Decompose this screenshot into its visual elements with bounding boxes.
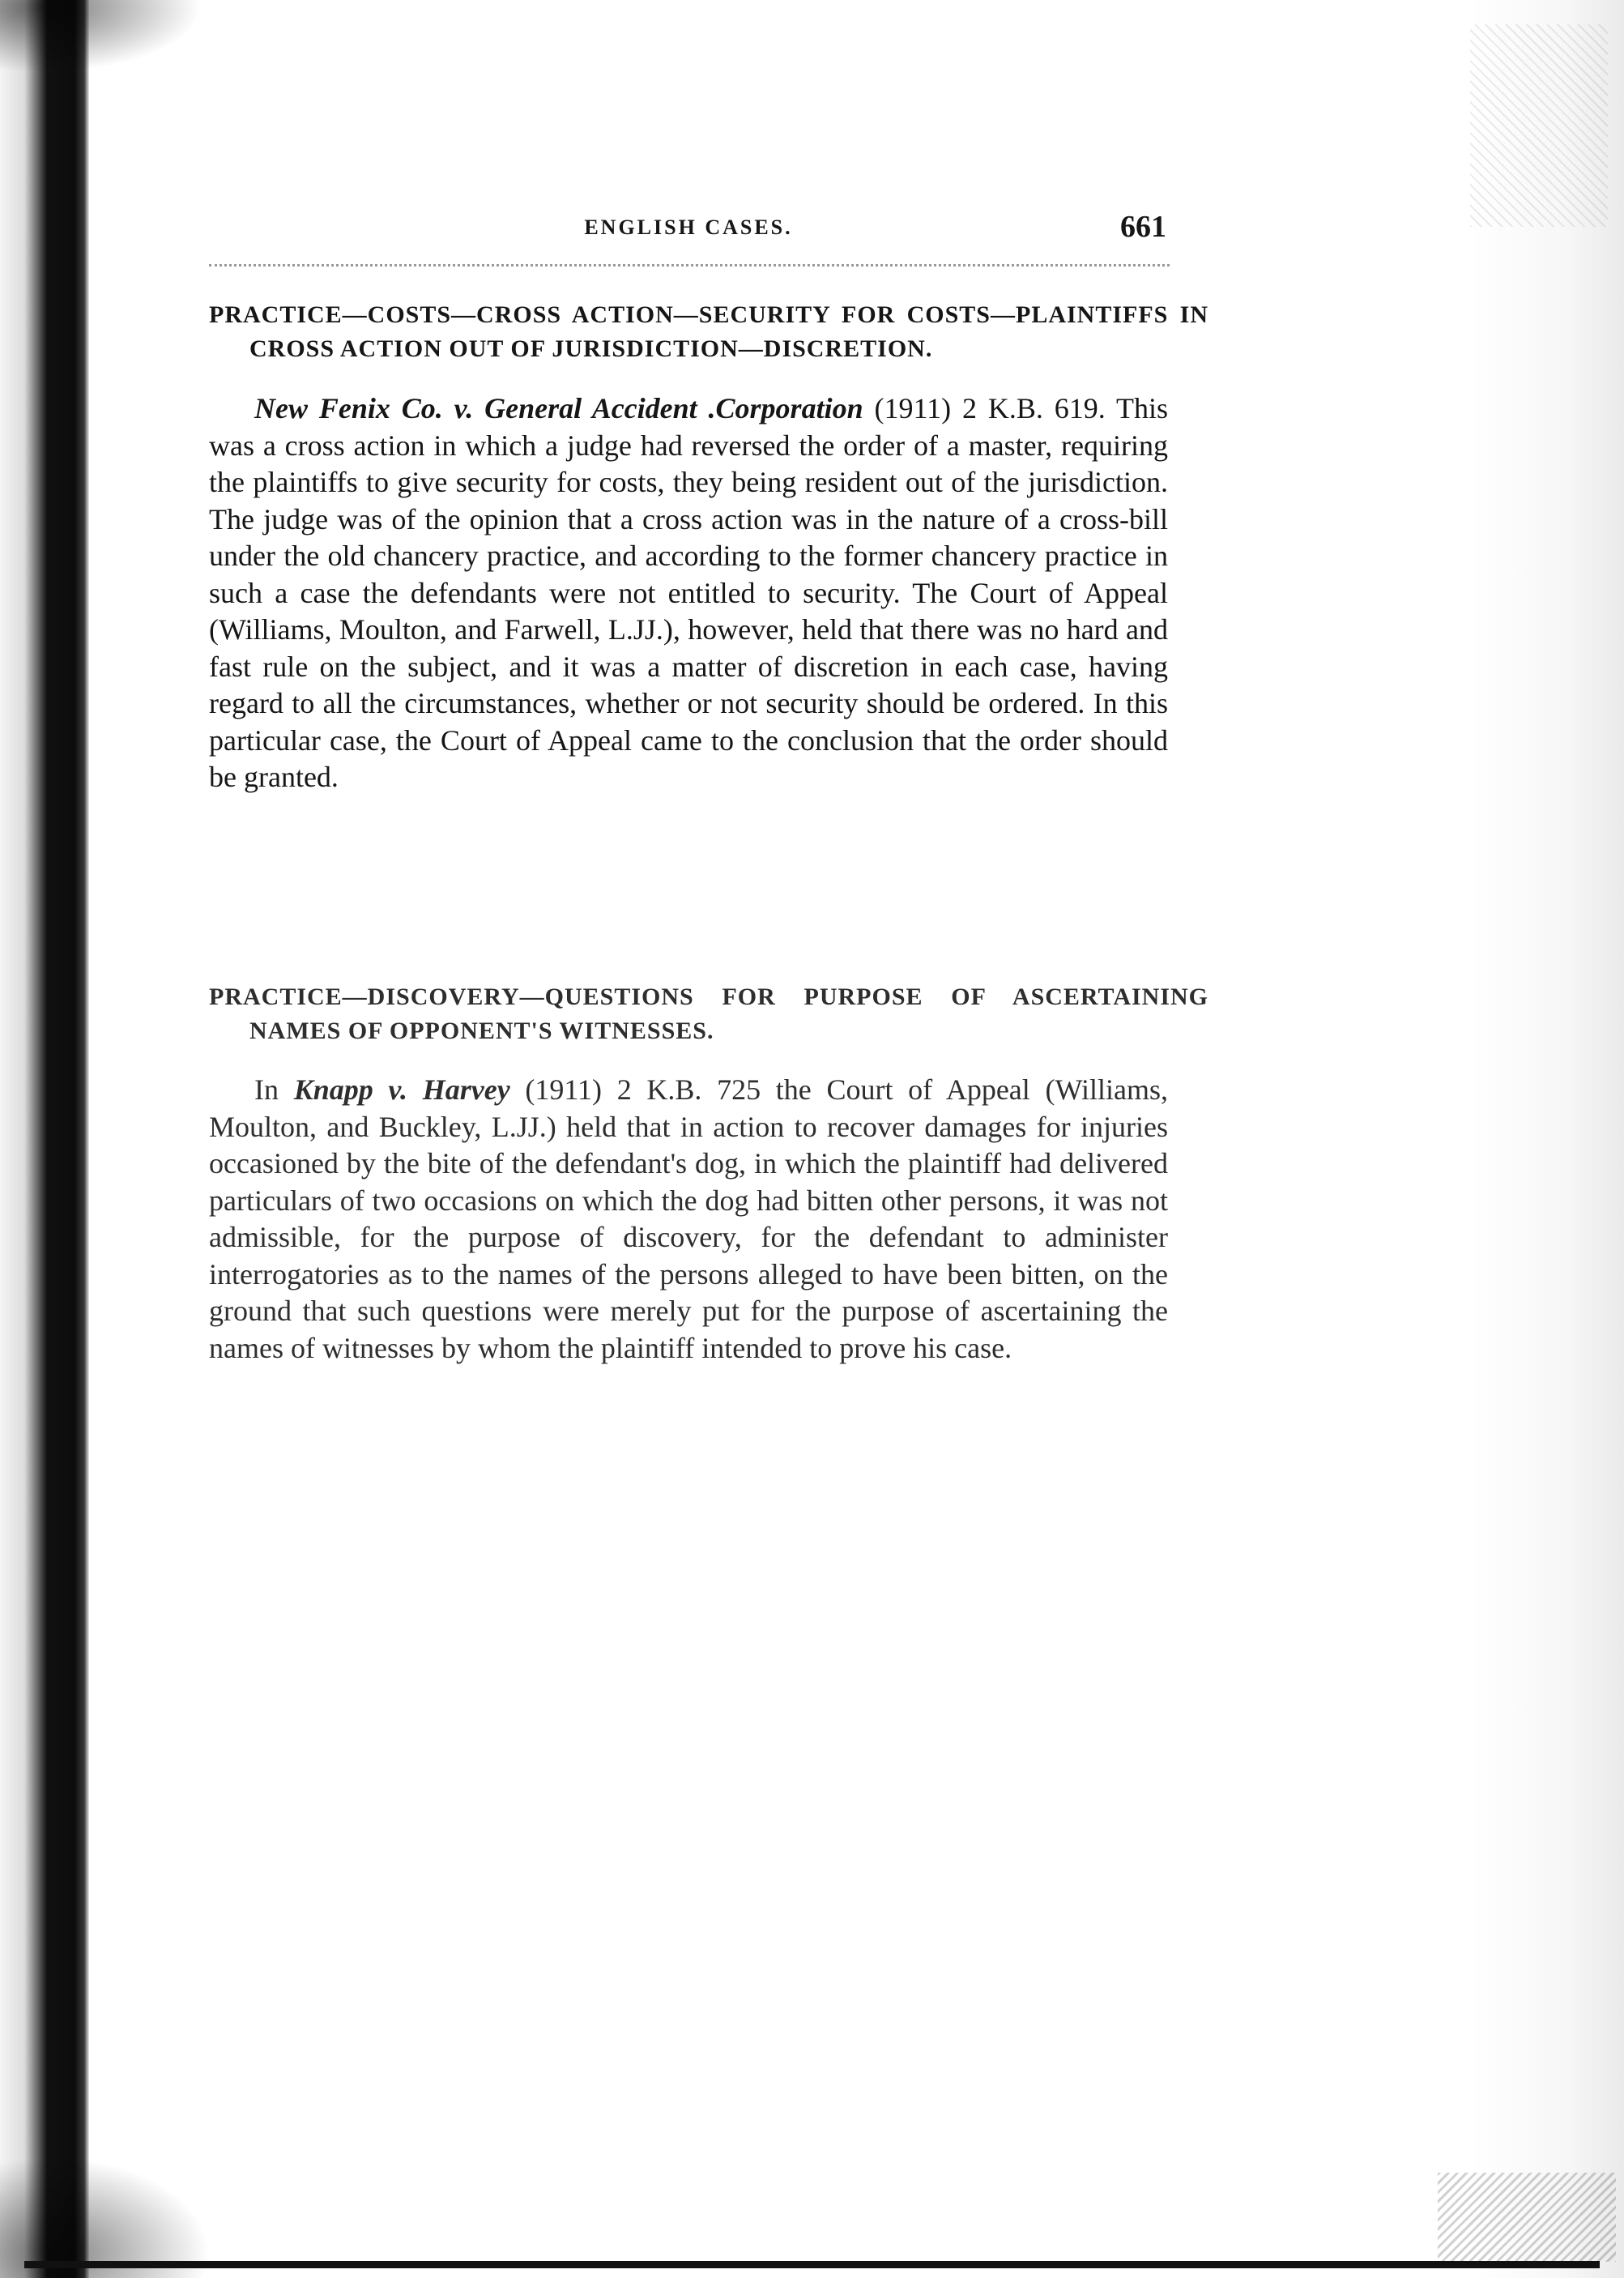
scan-noise (1470, 24, 1608, 227)
scan-bottom-edge (24, 2261, 1600, 2268)
paragraph-text: (1911) 2 K.B. 725 the Court of Appeal (Williams, Moulton, and Buckley, L.JJ.) held that in action to recover damages for injuries occasioned by the bite of the defendant's dog, in which the plaintiff had delivered particulars of two occasions on which the dog had bitten other persons, it was not admissible, for the purpose of discovery, for the defendant to administer interrogatories as to the names of the persons alleged to have been bitten, on the ground that such questions were merely put for the purpose of ascertaining the names of witnesses by whom the plaintiff intended to prove his case. (209, 1073, 1168, 1364)
section-heading: PRACTICE—COSTS—CROSS ACTION—SECURITY FOR COSTS—PLAINTIFFS IN CROSS ACTION OUT OF JURISDICTION—DISCRETION. (209, 301, 1208, 362)
paragraph-text: (1911) 2 K.B. 619. This was a cross action in which a judge had reversed the order of a master, requiring the plaintiffs to give security for costs, they being resident out of the jurisdiction. The judge was of the opinion that a cross action was in the nature of a cross-bill under the old chancery practice, and according to the former chancery practice in such a case the defendants were not entitled to security. The Court of Appeal (Williams, Moulton, and Farwell, L.JJ.), however, held that there was no hard and fast rule on the subject, and it was a matter of discretion in each case, having regard to all the circumstances, whether or not security should be ordered. In this particular case, the Court of Appeal came to the conclusion that the order should be granted. (209, 392, 1168, 793)
scan-noise (1438, 2173, 1616, 2262)
case-summary (209, 390, 1168, 796)
book-spine-shadow (0, 0, 89, 2278)
case-name: Knapp v. Harvey (293, 1073, 510, 1106)
paragraph-intro: In (254, 1073, 294, 1106)
scan-corner-smudge (0, 2156, 211, 2278)
section-heading: PRACTICE—DISCOVERY—QUESTIONS FOR PURPOSE OF ASCERTAINING NAMES OF OPPONENT'S WITNESSES. (209, 983, 1208, 1044)
page-number: 661 (1120, 210, 1166, 244)
case-name: New Fenix Co. v. General Accident .Corporation (254, 392, 863, 424)
running-head (211, 209, 1166, 250)
case-summary (209, 1072, 1168, 1367)
page-edge-shadow (1470, 0, 1624, 2278)
paragraph (209, 390, 1168, 796)
scan-corner-smudge (0, 0, 202, 73)
paragraph (209, 1072, 1168, 1367)
running-title: ENGLISH CASES. (584, 215, 793, 239)
header-rule (209, 264, 1170, 270)
